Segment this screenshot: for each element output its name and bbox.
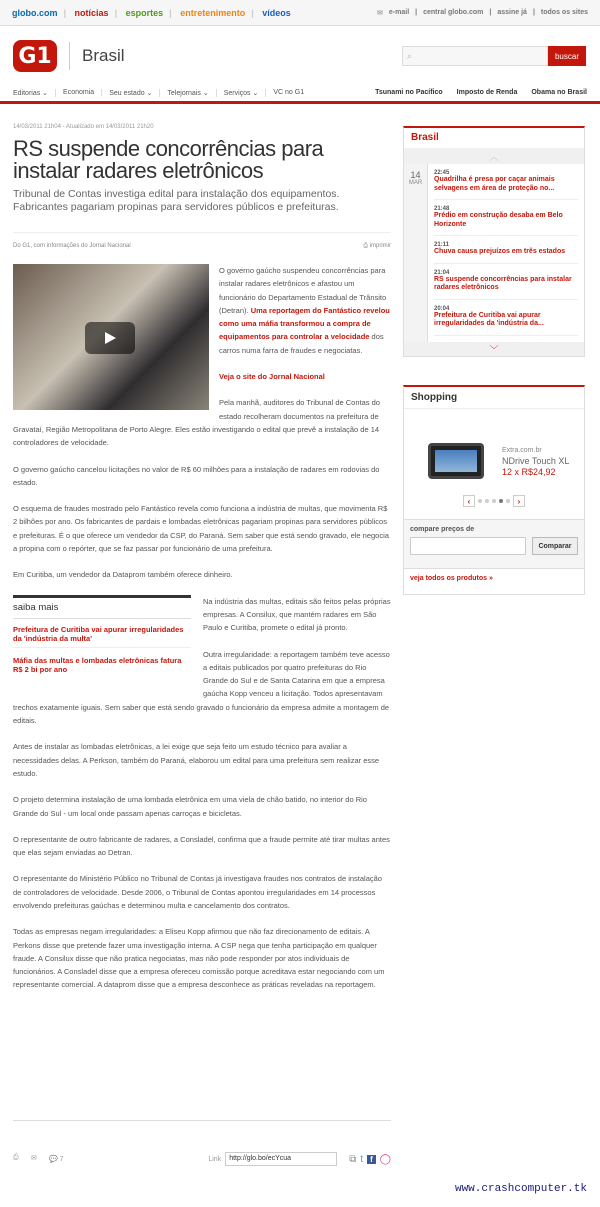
envelope-icon: ✉ xyxy=(377,9,383,17)
product-card[interactable] xyxy=(404,421,584,501)
gps-product-image[interactable] xyxy=(428,443,484,479)
paragraph: Todas as empresas negam irregularidades: a Eliseu Kopp afirmou que não faz direcionamento de editais. A Perkons disse que pretende fazer uma investigação interna. A CSP nega que tenha participação em qualquer fraude. A Consilux disse que não pratica negociatas, mas não pode responder por atos individuais de funcionários. A Consladel disse que a empresa ofereceu comissão porque acreditava estar negociando com um representante comercial. A dataprom disse que a empresa desconhece as práticas reveladas na reportagem. xyxy=(13,927,385,990)
paragraph: Antes de instalar as lombadas eletrônicas, a lei exige que seja feito um estudo técnico para avaliar a necessidades delas. A Perkson, também do Paraná, elaborou um edital para uma prefeitura sem realizar esse estudo. xyxy=(13,742,380,778)
email-icon[interactable]: ✉ xyxy=(31,1155,37,1162)
link-todos-sites[interactable]: todos os sites xyxy=(540,8,588,16)
social-icon[interactable]: ⧉ xyxy=(349,1153,357,1165)
nav-videos[interactable]: vídeos xyxy=(262,7,291,18)
menu-telejornais[interactable]: Telejornais ⌄ xyxy=(167,89,216,97)
pager-dot[interactable] xyxy=(485,499,489,503)
section-title: Brasil xyxy=(69,42,125,70)
saiba-mais-box xyxy=(13,595,191,686)
printer-icon: ⎙ xyxy=(363,243,368,249)
paragraph: Na indústria das multas, editais são feitos pelas próprias empresas. A Consilux, que mantém radares em São Paulo e Curitiba, promete o edital já pronto. xyxy=(203,596,391,633)
feed-item[interactable]: 20:04 Prefeitura de Curitiba vai apurar irregularidades da 'indústria da... xyxy=(434,304,578,336)
menu-vc-no-g1[interactable]: VC no G1 xyxy=(273,89,305,96)
globo-nav: globo.com | notícias | esportes | entretenimento | vídeos xyxy=(12,7,291,18)
saiba-mais-link[interactable]: Máfia das multas e lombadas eletrônicas fatura R$ 2 bi por ano xyxy=(13,655,182,674)
paragraph: O representante de outro fabricante de radares, a Consladel, confirma que a fraude permite até tirar multas antes que elas sejam enviadas ao Detran. xyxy=(13,834,390,858)
hot-imposto[interactable]: Imposto de Renda xyxy=(456,89,518,96)
chevron-left-icon[interactable]: ‹ xyxy=(463,495,475,507)
saiba-mais-title: saiba mais xyxy=(13,601,191,619)
nav-entretenimento[interactable]: entretenimento xyxy=(180,7,246,18)
search-input[interactable] xyxy=(402,46,548,66)
shopping-box xyxy=(403,385,585,595)
pager-dot[interactable] xyxy=(492,499,496,503)
top-bar xyxy=(0,0,600,26)
feed xyxy=(404,164,584,342)
feed-title: Brasil xyxy=(411,132,439,143)
article-date: 14/03/2011 21h04 - Atualizado em 14/03/2011 21h20 xyxy=(13,124,154,130)
article-body xyxy=(13,264,391,992)
orkut-icon[interactable]: ◯ xyxy=(379,1153,391,1165)
compare-button[interactable]: Comparar xyxy=(532,537,578,555)
search-icon: ⌕ xyxy=(407,50,413,61)
link-central[interactable]: central globo.com xyxy=(423,8,484,16)
paragraph: O representante do Ministério Público no Tribunal de Contas já investigava fraudes nos contratos de instalação de controladores de velocidade. Desde 2006, o Tribunal de Contas apontou irregularidades em 14 processos envolvendo prefeituras gaúchas e determinou multa e cancelamento dos contratos. xyxy=(13,874,382,910)
paragraph: O esquema de fraudes mostrado pelo Fantástico revela como funciona a indústria de multas, que movimenta R$ 2 bilhões por ano. Os fabricantes de pardais e lombadas eletrônicas pagariam propinas para servidores públicos e prefeituras. É o que oferece um vendedor da CSP, do Paraná. Sem saber que está sendo gravado, ele negocia a propina com o repórter, que se faz passar por funcionário de uma prefeitura. xyxy=(13,504,389,554)
paragraph: Outra irregularidade: a reportagem também teve acesso a editais publicados por quatro prefeituras do Rio Grande do Sul e de Santa Catarina em que a empresa gaúcha Kopp venceu a licitação. Todos apresentavam trechos exatamente iguais. Sem saber que está sendo gravado o funcionário da empresa admite a montagem de editais. xyxy=(13,649,390,726)
hot-obama[interactable]: Obama no Brasil xyxy=(531,89,587,96)
product-name[interactable]: NDrive Touch XL xyxy=(502,455,570,466)
divider xyxy=(13,1120,391,1121)
menu-servicos[interactable]: Serviços ⌄ xyxy=(224,89,267,97)
paragraph: O governo gaúcho cancelou licitações no valor de R$ 60 milhões para a instalação de radares em rodovias do estado. xyxy=(13,464,380,487)
pager-dot[interactable] xyxy=(478,499,482,503)
paragraph: Pela manhã, auditores do Tribunal de Contas do estado recolheram documentos na prefeitura de Gravataí, Região Metropolitana de Porto Alegre. Eles estão investigando o edital que prevê a instalação de 14 controladores de velocidade. xyxy=(13,398,380,448)
paragraph: O projeto determina instalação de uma lombada eletrônica em uma viela de chão batido, no interior do Rio Grande do Sul - um local onde passam apenas carroças e bicicletas. xyxy=(13,795,367,818)
feed-date: 14 MAR xyxy=(404,164,428,342)
link-assine[interactable]: assine já xyxy=(497,8,527,16)
article-subtitle: Tribunal de Contas investiga edital para instalação dos equipamentos. Fabricantes pagariam propinas para servidores públicos e prefeituras. xyxy=(13,188,340,213)
paragraph: O governo gaúcho suspendeu concorrências para instalar radares eletrônicos e afastou um funcionário do Departamento Estadual de Trânsito (Detran). Uma reportagem do Fantástico revelou como uma máfia transformou a compra de equipamentos para controlar a velocidade dos carros numa farra de fraudes e negociatas. xyxy=(219,266,390,355)
menu-seu-estado[interactable]: Seu estado ⌄ xyxy=(109,89,160,97)
g1-logo[interactable]: G1 xyxy=(13,40,57,72)
product-price: 12 x R$24,92 xyxy=(502,466,556,477)
hot-tsunami[interactable]: Tsunami no Pacífico xyxy=(375,89,443,96)
feed-item[interactable]: 21:48 Prédio em construção desaba em Belo Horizonte xyxy=(434,204,578,236)
scroll-down-icon[interactable]: ﹀ xyxy=(404,342,584,356)
article-title: RS suspende concorrências para instalar radares eletrônicos xyxy=(13,136,324,183)
feed-item[interactable]: 22:45 Quadrilha é presa por caçar animais selvagens em área de proteção no... xyxy=(434,168,578,200)
article xyxy=(13,124,391,1005)
video-player[interactable] xyxy=(13,264,209,410)
article-source-row xyxy=(13,232,391,250)
hot-topics xyxy=(375,89,587,96)
paragraph: Em Curitiba, um vendedor da Dataprom também oferece dinheiro. xyxy=(13,570,233,580)
carousel-pager xyxy=(404,495,584,507)
comments-icon[interactable]: 💬 7 xyxy=(49,1156,64,1163)
chevron-right-icon[interactable]: › xyxy=(513,495,525,507)
twitter-icon[interactable]: t xyxy=(360,1153,364,1165)
link-label: Link xyxy=(208,1155,222,1163)
product-store: Extra.com.br xyxy=(502,446,542,454)
nav-globo[interactable]: globo.com xyxy=(12,7,58,18)
scroll-up-icon[interactable]: ︿ xyxy=(404,148,584,164)
product-info xyxy=(502,445,569,478)
play-icon[interactable] xyxy=(85,322,135,354)
compare-input[interactable] xyxy=(410,537,526,555)
feed-items xyxy=(428,164,584,342)
menu-economia[interactable]: Economia xyxy=(63,89,102,96)
nav-noticias[interactable]: notícias xyxy=(74,7,109,18)
watermark: www.crashcomputer.tk xyxy=(454,1183,587,1195)
compare-label: compare preços de xyxy=(410,526,475,533)
share-bar xyxy=(13,1152,391,1166)
nav-esportes[interactable]: esportes xyxy=(125,7,164,18)
price-compare xyxy=(404,519,584,569)
feed-item[interactable]: 21:11 Chuva causa prejuízos em três estados xyxy=(434,240,578,264)
facebook-icon[interactable]: f xyxy=(367,1155,376,1164)
pager-dot[interactable] xyxy=(499,499,503,503)
print-link[interactable]: ⎙ imprimir xyxy=(363,243,391,249)
pager-dot[interactable] xyxy=(506,499,510,503)
search-form xyxy=(402,46,586,66)
link-email[interactable]: e-mail xyxy=(388,8,410,16)
menu-editorias[interactable]: Editorias ⌄ xyxy=(13,89,56,97)
brasil-feed-box xyxy=(403,126,585,357)
search-button[interactable]: buscar xyxy=(548,46,586,66)
menu-bar xyxy=(0,84,600,104)
shopping-title: Shopping xyxy=(404,387,584,409)
feed-item[interactable]: 21:04 RS suspende concorrências para instalar radares eletrônicos xyxy=(434,268,578,300)
print-icon[interactable]: ⎙ xyxy=(13,1154,19,1161)
view-all-products-link[interactable]: veja todos os produtos » xyxy=(410,575,493,582)
jornal-nacional-link[interactable]: Veja o site do Jornal Nacional xyxy=(219,372,325,382)
short-link xyxy=(208,1152,391,1166)
saiba-mais-link[interactable]: Prefeitura de Curitiba vai apurar irregularidades da 'indústria da multa' xyxy=(13,625,191,648)
fantastico-link[interactable]: Uma reportagem do Fantástico revelou como uma máfia transformou a compra de equipamentos para controlar a velocidade xyxy=(219,305,390,342)
top-links: ✉ e-mail | central globo.com | assine já | todos os sites xyxy=(377,8,588,17)
article-source: Do G1, com informações do Jornal Nacional xyxy=(13,243,131,249)
short-link-field[interactable]: http://glo.bo/ecYcua xyxy=(225,1152,337,1166)
